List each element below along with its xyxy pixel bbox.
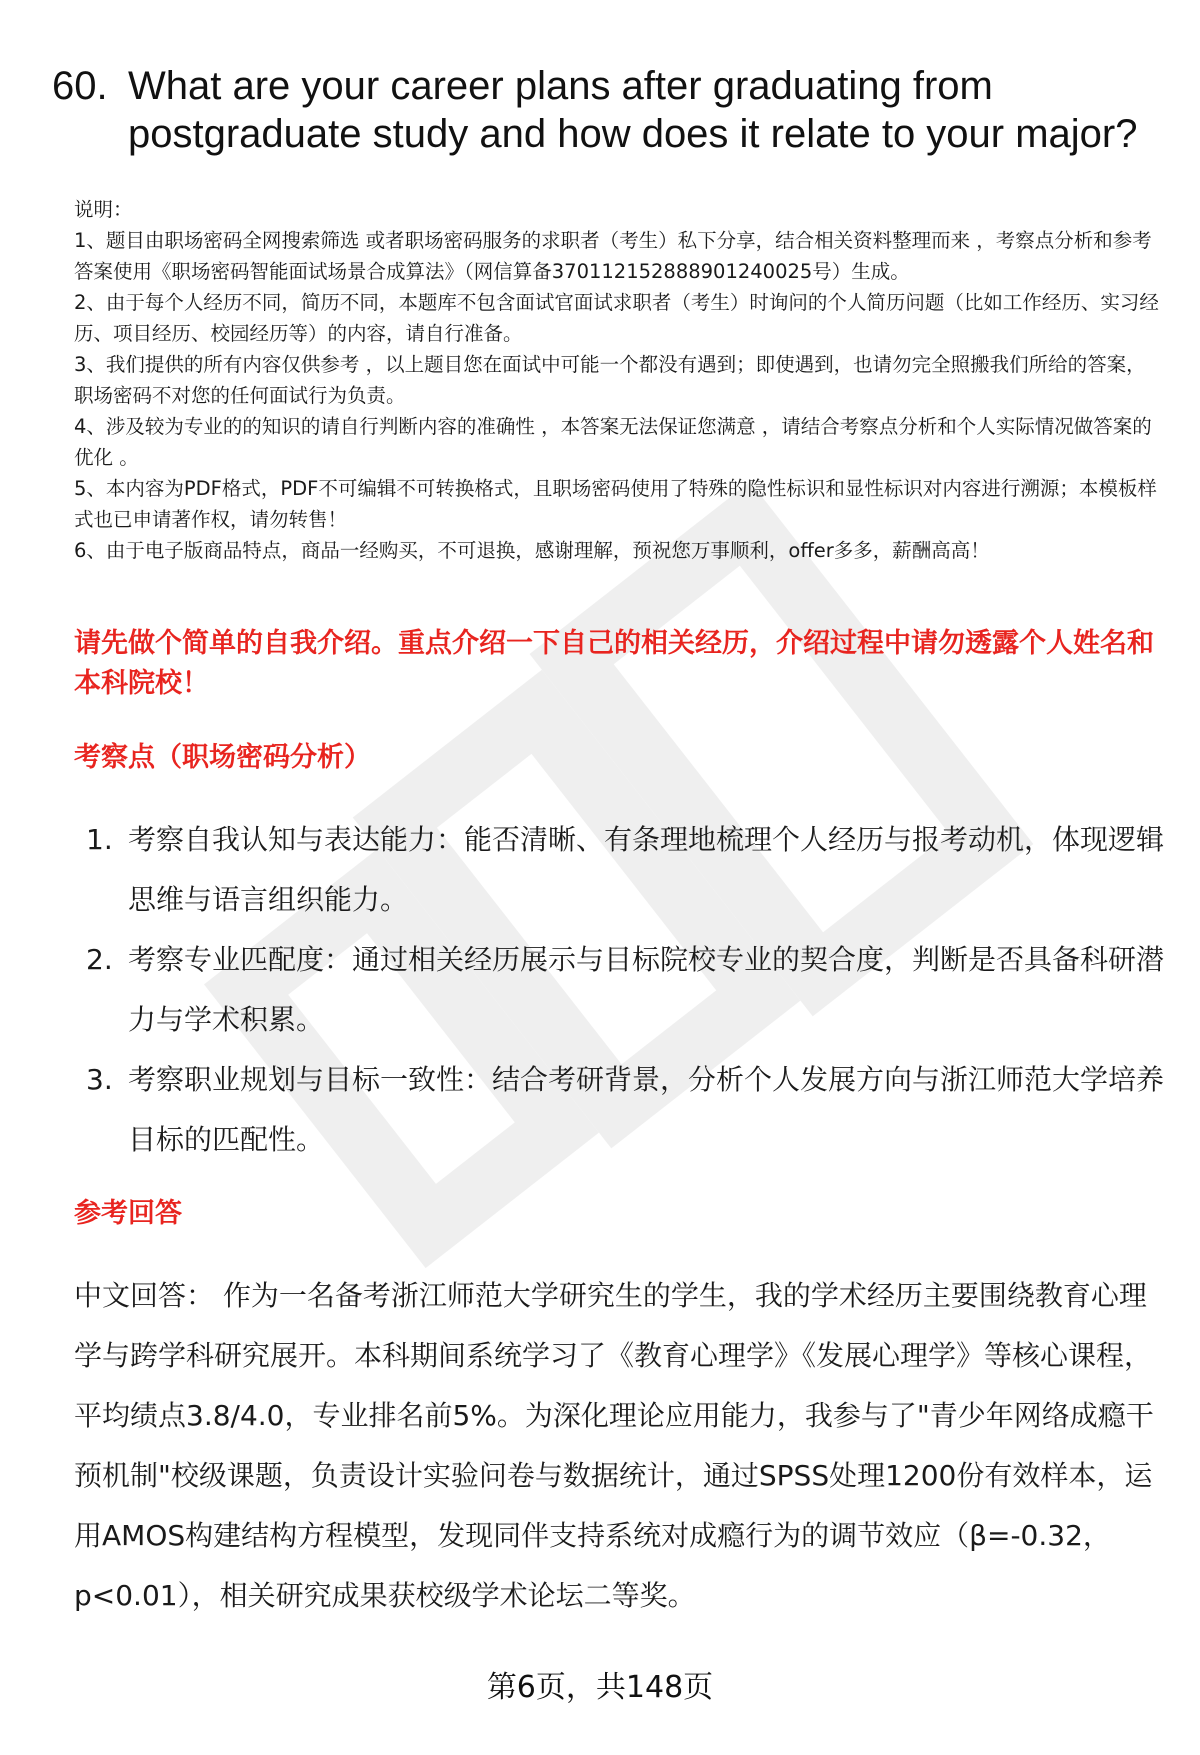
intro-prompt: 请先做个简单的自我介绍。重点介绍一下自己的相关经历，介绍过程中请勿透露个人姓名和本科院校！	[74, 628, 1154, 699]
question-number: 60.	[52, 64, 108, 108]
analysis-point	[74, 1050, 1164, 1170]
notes-title: 说明：	[74, 198, 133, 221]
notes-section	[74, 194, 1164, 566]
note-item: 5、本内容为PDF格式，PDF不可编辑不可转换格式，且职场密码使用了特殊的隐性标识和显性标识对内容进行溯源；本模板样式也已申请著作权，请勿转售！	[74, 477, 1157, 531]
analysis-points	[74, 810, 1164, 1170]
point-text: 考察自我认知与表达能力：能否清晰、有条理地梳理个人经历与报考动机，体现逻辑思维与语言组织能力。	[128, 823, 1165, 916]
note-item: 6、由于电子版商品特点，商品一经购买，不可退换，感谢理解，预祝您万事顺利，offer多多，薪酬高高！	[74, 539, 990, 562]
analysis-heading: 考察点（职场密码分析）	[74, 742, 371, 773]
reference-answer: 中文回答： 作为一名备考浙江师范大学研究生的学生，我的学术经历主要围绕教育心理学与跨学科研究展开。本科期间系统学习了《教育心理学》《发展心理学》等核心课程，平均绩点3.8/4.0，专业排名前5%。为深化理论应用能力，我参与了"青少年网络成瘾干预机制"校级课题，负责设计实验问卷与数据统计，通过SPSS处理1200份有效样本，运用AMOS构建结构方程模型，发现同伴支持系统对成瘾行为的调节效应（β=-0.32，p<0.01），相关研究成果获校级学术论坛二等奖。	[74, 1279, 1154, 1612]
analysis-point	[74, 810, 1164, 930]
note-item: 3、我们提供的所有内容仅供参考 ，以上题目您在面试中可能一个都没有遇到；即使遇到，也请勿完全照搬我们所给的答案，职场密码不对您的任何面试行为负责。	[74, 353, 1146, 407]
point-number: 1.	[86, 823, 113, 856]
question-text: What are your career plans after graduating from postgraduate study and how does it relate to your major?	[128, 64, 1138, 156]
point-text: 考察专业匹配度：通过相关经历展示与目标院校专业的契合度，判断是否具备科研潜力与学术积累。	[128, 943, 1165, 1036]
note-item: 2、由于每个人经历不同，简历不同，本题库不包含面试官面试求职者（考生）时询问的个人简历问题（比如工作经历、实习经历、项目经历、校园经历等）的内容，请自行准备。	[74, 291, 1159, 345]
reference-heading: 参考回答	[74, 1198, 182, 1229]
analysis-point	[74, 930, 1164, 1050]
note-item: 1、题目由职场密码全网搜索筛选 或者职场密码服务的求职者（考生）私下分享，结合相关资料整理而来 ，考察点分析和参考答案使用《职场密码智能面试场景合成算法》（网信算备370112152888901240025号）生成。	[74, 229, 1152, 283]
note-item: 4、涉及较为专业的的知识的请自行判断内容的准确性 ，本答案无法保证您满意 ，请结合考察点分析和个人实际情况做答案的优化 。	[74, 415, 1152, 469]
point-number: 2.	[86, 943, 113, 976]
page-footer: 第6页，共148页	[486, 1670, 714, 1705]
point-number: 3.	[86, 1063, 113, 1096]
point-text: 考察职业规划与目标一致性：结合考研背景，分析个人发展方向与浙江师范大学培养目标的匹配性。	[128, 1063, 1165, 1156]
